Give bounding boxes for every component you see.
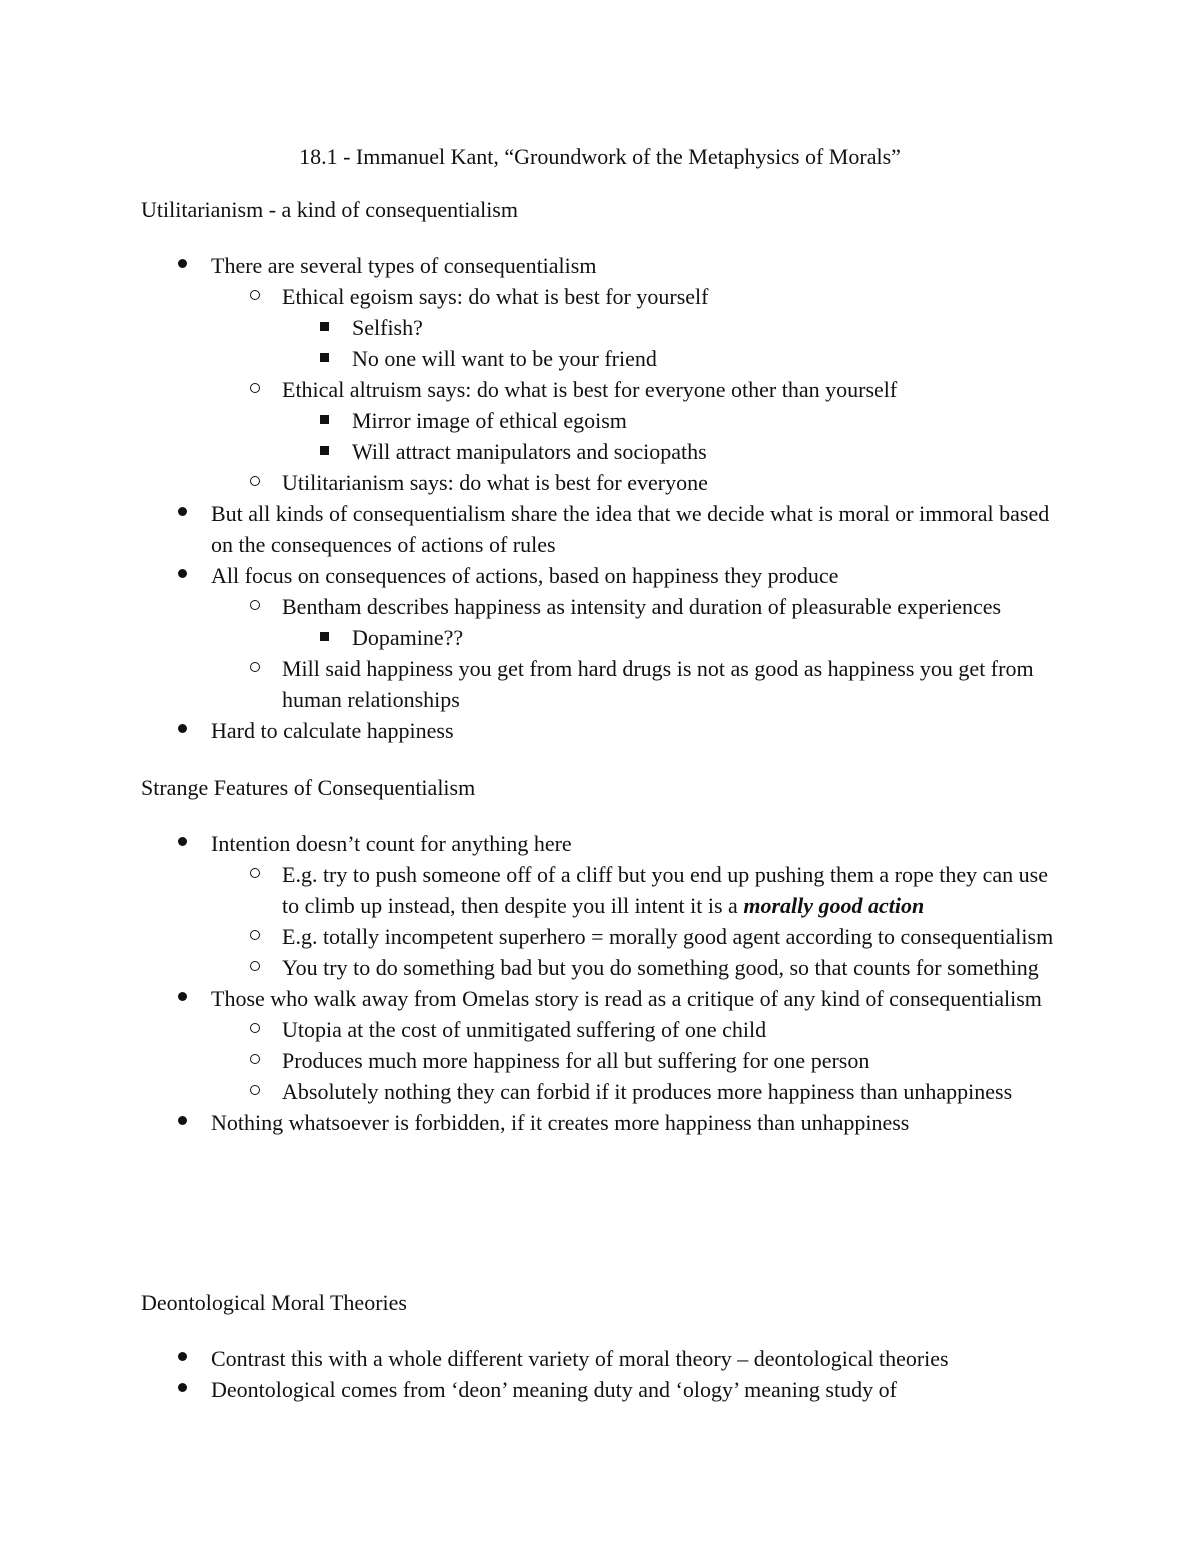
filled-bullet-icon bbox=[178, 715, 187, 746]
list-item: You try to do something bad but you do something good, so that counts for something bbox=[0, 952, 1062, 983]
list-item: E.g. totally incompetent superhero = morally good agent according to consequentialism bbox=[0, 921, 1062, 952]
hollow-bullet-icon bbox=[250, 1014, 260, 1045]
list-item: Mirror image of ethical egoism bbox=[0, 405, 1052, 436]
list-item: All focus on consequences of actions, based on happiness they produce bbox=[0, 560, 1061, 591]
emphasis-text: morally good action bbox=[743, 893, 925, 918]
filled-bullet-icon bbox=[178, 1107, 187, 1138]
section-heading-deontological: Deontological Moral Theories bbox=[141, 1290, 407, 1315]
hollow-bullet-icon bbox=[250, 952, 260, 983]
bullet-list-deontological bbox=[0, 1343, 1200, 1405]
list-item: Intention doesn’t count for anything here bbox=[0, 828, 1061, 859]
list-item: No one will want to be your friend bbox=[0, 343, 1052, 374]
list-item: Ethical egoism says: do what is best for yourself bbox=[0, 281, 1062, 312]
list-item: Bentham describes happiness as intensity and duration of pleasurable experiences bbox=[0, 591, 1062, 622]
bullet-list-strange-features bbox=[0, 828, 1200, 1138]
hollow-bullet-icon bbox=[250, 467, 260, 498]
hollow-bullet-icon bbox=[250, 374, 260, 405]
list-item: Hard to calculate happiness bbox=[0, 715, 1061, 746]
section-heading-strange-features: Strange Features of Consequentialism bbox=[141, 775, 476, 800]
filled-bullet-icon bbox=[178, 1374, 187, 1405]
square-bullet-icon bbox=[320, 312, 329, 343]
square-bullet-icon bbox=[320, 405, 329, 436]
list-item: Produces much more happiness for all but suffering for one person bbox=[0, 1045, 1062, 1076]
list-item: Ethical altruism says: do what is best for everyone other than yourself bbox=[0, 374, 1062, 405]
list-item: Those who walk away from Omelas story is read as a critique of any kind of consequentialism bbox=[0, 983, 1061, 1014]
filled-bullet-icon bbox=[178, 983, 187, 1014]
list-item: E.g. try to push someone off of a cliff but you end up pushing them a rope they can use to climb up instead, then despite you ill intent it is a morally good action bbox=[0, 859, 1062, 921]
list-item: Nothing whatsoever is forbidden, if it creates more happiness than unhappiness bbox=[0, 1107, 1061, 1138]
hollow-bullet-icon bbox=[250, 1076, 260, 1107]
filled-bullet-icon bbox=[178, 250, 187, 281]
hollow-bullet-icon bbox=[250, 1045, 260, 1076]
list-item: Will attract manipulators and sociopaths bbox=[0, 436, 1052, 467]
list-item: Absolutely nothing they can forbid if it produces more happiness than unhappiness bbox=[0, 1076, 1062, 1107]
list-item: Contrast this with a whole different variety of moral theory – deontological theories bbox=[0, 1343, 1061, 1374]
document-title: 18.1 - Immanuel Kant, “Groundwork of the Metaphysics of Morals” bbox=[299, 144, 901, 169]
square-bullet-icon bbox=[320, 436, 329, 467]
filled-bullet-icon bbox=[178, 560, 187, 591]
list-item: Mill said happiness you get from hard drugs is not as good as happiness you get from human relationships bbox=[0, 653, 1062, 715]
filled-bullet-icon bbox=[178, 1343, 187, 1374]
hollow-bullet-icon bbox=[250, 653, 260, 684]
hollow-bullet-icon bbox=[250, 921, 260, 952]
hollow-bullet-icon bbox=[250, 859, 260, 890]
filled-bullet-icon bbox=[178, 498, 187, 529]
square-bullet-icon bbox=[320, 343, 329, 374]
hollow-bullet-icon bbox=[250, 591, 260, 622]
list-item: Selfish? bbox=[0, 312, 1052, 343]
section-heading-utilitarianism: Utilitarianism - a kind of consequentialism bbox=[141, 197, 518, 222]
hollow-bullet-icon bbox=[250, 281, 260, 312]
filled-bullet-icon bbox=[178, 828, 187, 859]
square-bullet-icon bbox=[320, 622, 329, 653]
list-item: Utopia at the cost of unmitigated suffering of one child bbox=[0, 1014, 1062, 1045]
list-item: Dopamine?? bbox=[0, 622, 1052, 653]
list-item: Deontological comes from ‘deon’ meaning duty and ‘ology’ meaning study of bbox=[0, 1374, 1061, 1405]
list-item: There are several types of consequentialism bbox=[0, 250, 1061, 281]
list-item: But all kinds of consequentialism share the idea that we decide what is moral or immoral based on the consequences of actions of rules bbox=[0, 498, 1061, 560]
bullet-list-utilitarianism bbox=[0, 250, 1200, 746]
list-item: Utilitarianism says: do what is best for everyone bbox=[0, 467, 1062, 498]
